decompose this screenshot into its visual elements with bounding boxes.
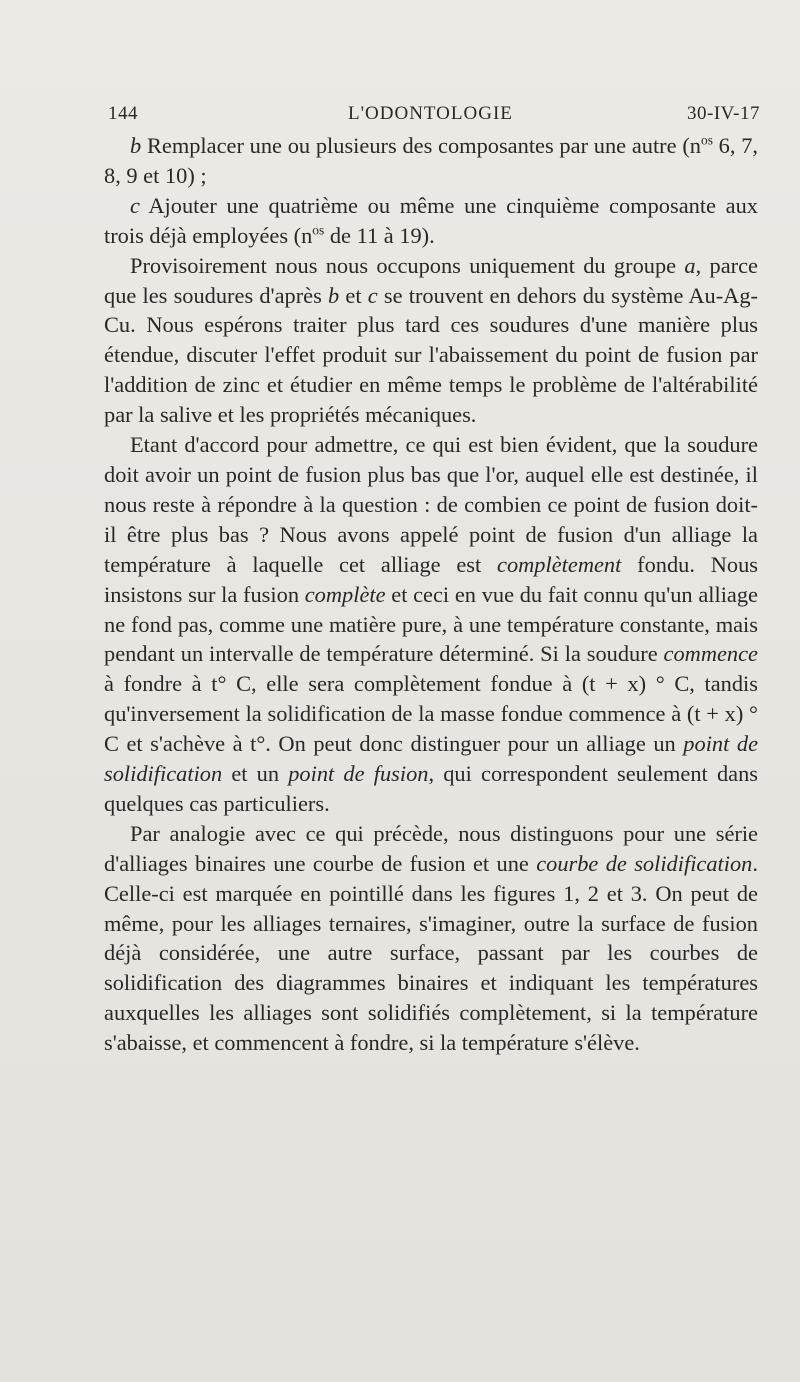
superscript: os [312,222,325,238]
text-run: Par analogie avec ce qui précède, nous distinguons pour une série d'alliages binaires une courbe de fusion et une [104,820,758,876]
text-run: 6, 7, 8, 9 et 10) ; [104,133,758,188]
text-run: de 11 à 19). [324,222,435,248]
paragraph [104,819,758,1058]
paragraph [104,430,758,819]
italic-text: complète [304,581,386,607]
superscript: os [700,132,713,148]
italic-text: b [130,133,142,158]
text-run: Etant d'accord pour admettre, ce qui est bien évident, que la soudure doit avoir un point de fusion plus bas que l'or, auquel elle est destinée, il nous reste à répondre à la question : de combien ce point de fusion doit-il être plus bas ? Nous avons appelé point de fusion d'un alliage la température à laquelle cet alliage est [104,432,758,577]
text-run: fondu. Nous insistons sur la fusion [104,551,758,607]
italic-text: b [328,282,340,308]
text-run: . Celle-ci est marquée en pointillé dans les figures 1, 2 et 3. On peut de même, pour les alliages ternaires, s'imaginer, outre la surface de fusion déjà considérée, une autre surface, passant par les courbes de solidification des diagrammes binaires et indiquant les températures auxquelles les alliages sont solidifiés complètement, si la température s'abaisse, et commencent à fondre, si la température s'élève. [104,850,758,1056]
italic-text: c [130,192,140,218]
paragraph [104,251,758,430]
body-text [104,131,758,1058]
paragraph [104,131,758,191]
text-run: , parce que les soudures d'après [104,252,758,308]
text-run: Provisoirement nous nous occupons uniquement du groupe [130,252,685,278]
italic-text: c [367,282,378,308]
italic-text: point de fusion [288,761,429,787]
text-run: à fondre à t° C, elle sera complètement fondue à (t + x) ° C, tandis qu'inversement la solidification de la masse fondue commence à (t + x) ° C et s'achève à t°. On peut donc distinguer pour un alliage un [104,671,758,757]
paragraph [104,191,758,251]
text-run: et ceci en vue du fait connu qu'un alliage ne fond pas, comme une matière pure, à une température constante, mais pendant un intervalle de température déterminé. Si la soudure [104,581,758,667]
issue-date: 30-IV-17 [687,103,760,124]
italic-text: commence [663,641,758,667]
italic-text: complètement [497,551,622,577]
italic-text: a [684,252,696,278]
italic-text: point de solidification [104,731,759,787]
italic-text: courbe de solidification [536,850,753,876]
text-run: et un [222,761,289,787]
text-run: se trouvent en dehors du système Au-Ag-Cu. Nous espérons traiter plus tard ces soudures d'une manière plus étendue, discuter l'effet produit sur l'abaissement du point de fusion par l'addition de zinc et étudier en même temps le problème de l'altérabilité par la salive et les propriétés mécaniques. [104,282,759,428]
text-run: , qui correspondent seulement dans quelques cas particuliers. [104,761,758,816]
page-number: 144 [108,103,138,124]
text-run: et [339,282,368,308]
running-header [108,103,760,131]
text-run: Ajouter une quatrième ou même une cinquième composante aux trois déjà employées (n [104,192,758,248]
running-title: L'ODONTOLOGIE [348,103,513,124]
text-run: Remplacer une ou plusieurs des composantes par une autre (n [141,133,701,158]
